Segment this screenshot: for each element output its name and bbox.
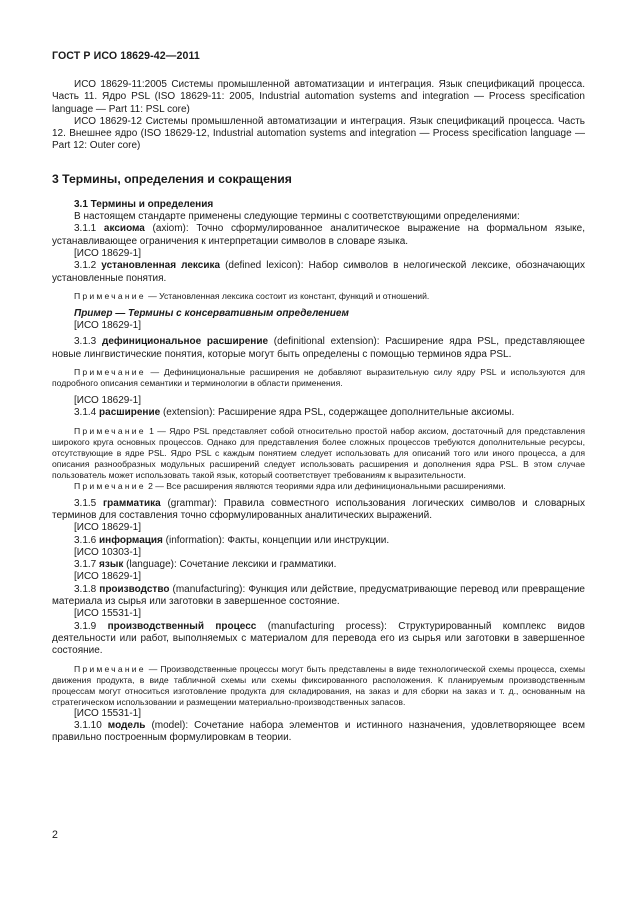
term-number: 3.1.1: [74, 223, 104, 235]
term-name: расширение: [99, 407, 161, 419]
term-definitional-extension: [52, 336, 585, 361]
page-number: 2: [52, 829, 58, 841]
term-source: [ИСО 18629-1]: [74, 395, 142, 407]
term-name: информация: [99, 534, 163, 546]
term-definition: (definitional extension): Расширение ядра PSL, представляющее новые лингвистические понятия, которые могут быть определены с помощью терминов ядра PSL.: [52, 336, 585, 360]
term-definition: (language): Сочетание лексики и грамматики.: [123, 559, 337, 571]
term-number: 3.1.9: [74, 620, 108, 632]
term-manufacturing: [52, 584, 585, 609]
term-name: грамматика: [103, 497, 161, 509]
term-source: [ИСО 18629-1]: [74, 320, 142, 332]
term-source: [ИСО 10303-1]: [74, 546, 142, 558]
term-source: [ИСО 18629-1]: [74, 522, 142, 534]
note-text: 1 — Ядро PSL представляет собой относительно простой набор аксиом, достаточный для представления широкого круга основных процессов. Однако для представления более сложных процессов требуются дополнительные ресурсы, отсутствующие в ядре PSL. Ядро PSL с каждым понятием следует использовать для описаний того или иного процесса, а для описания разнообразных модульных расширений следует использовать расширения и дополнения ядра PSL. В этом случае пользователь может использовать такой язык, который соответствует требованиям к выразительности.: [52, 425, 585, 480]
term-name: аксиома: [103, 223, 145, 235]
term-source: [ИСО 18629-1]: [74, 571, 142, 583]
note-text: — Производственные процессы могут быть представлены в виде технологической схемы процесса, схемы движения продукта, в виде табличной схемы или схемы фиксированного расположения. К планируемым производственным процессам могут относиться изготовление продукта для складирования, на заказ и для сборки на заказ и т. д., основанным на стратегическом использовании и размещении материально-производственных запасов.: [52, 663, 585, 707]
term-manufacturing-process: [52, 621, 585, 658]
note-text: — Дефинициональные расширения не добавляют выразительную силу ядру PSL и используются для подробного описания семантики и терминологии в области применения.: [52, 367, 585, 389]
term-number: 3.1.4: [74, 407, 100, 419]
term-name: язык: [99, 559, 124, 571]
term-name: модель: [107, 719, 146, 731]
example-heading: Пример — Термины с консервативным определением: [74, 307, 349, 319]
note-label: Примечание: [74, 663, 146, 674]
section-3-heading: 3 Термины, определения и сокращения: [52, 171, 292, 186]
note: [52, 664, 585, 708]
term-source: [ИСО 18629-1]: [74, 247, 142, 259]
term-definition: (axiom): Точно сформулированное аналитическое выражение на формальном языке, устанавливающее ограничения к интерпретации символов в словаре языка.: [52, 223, 585, 247]
term-name: производственный процесс: [107, 620, 257, 632]
term-source: [ИСО 15531-1]: [74, 608, 142, 620]
note-label: Примечание: [74, 480, 146, 491]
document-body: [52, 79, 585, 744]
term-language: [52, 559, 585, 571]
term-model: [52, 720, 585, 745]
note: [52, 367, 585, 389]
note-label: Примечание: [74, 290, 146, 301]
term-name: производство: [99, 583, 170, 595]
term-number: 3.1.2: [74, 260, 102, 272]
term-number: 3.1.6: [74, 534, 100, 546]
term-definition: (information): Факты, концепции или инструкции.: [162, 534, 390, 546]
term-definition: (defined lexicon): Набор символов в нелогической лексике, обозначающих установленные понятия.: [52, 260, 585, 284]
term-name: дефинициональное расширение: [101, 336, 269, 348]
note: [52, 291, 585, 302]
term-number: 3.1.7: [74, 559, 100, 571]
note-text: — Установленная лексика состоит из констант, функций и отношений.: [145, 290, 430, 301]
term-extension: [52, 407, 585, 419]
term-definition: (extension): Расширение ядра PSL, содержащее дополнительные аксиомы.: [160, 407, 515, 419]
term-number: 3.1.10: [74, 719, 108, 731]
term-axiom: [52, 223, 585, 248]
note-label: Примечание: [74, 367, 146, 378]
term-definition: (manufacturing process): Структурированный комплекс видов деятельности или работ, выполняемых с материалом для перевода его из сырья или заготовки в завершенное состояние.: [52, 620, 585, 657]
term-name: установленная лексика: [101, 260, 221, 272]
term-number: 3.1.8: [74, 583, 100, 595]
section-intro: В настоящем стандарте применены следующие термины с соответствующими определениями:: [74, 211, 520, 223]
term-information: [52, 535, 585, 547]
document-header: ГОСТ Р ИСО 18629-42—2011: [52, 50, 200, 62]
term-definition: (model): Сочетание набора элементов и истинного назначения, удовлетворяющее всем правильно построенным формулировкам в теории.: [52, 719, 585, 744]
term-defined-lexicon: [52, 260, 585, 285]
term-source: [ИСО 15531-1]: [74, 707, 142, 719]
note-2: [52, 481, 585, 492]
note-1: [52, 426, 585, 481]
term-number: 3.1.3: [74, 336, 102, 348]
term-number: 3.1.5: [74, 497, 104, 509]
term-definition: (grammar): Правила совместного использования логических символов и словарных терминов для составления точно сформулированных аналитических выражений.: [52, 497, 585, 521]
term-definition: (manufacturing): Функция или действие, предусматривающие перевод или превращение материала из сырья или заготовки в завершенное состояние.: [52, 583, 585, 608]
note-label: Примечание: [74, 425, 146, 436]
term-grammar: [52, 498, 585, 523]
reference-iso-18629-12: ИСО 18629-12 Системы промышленной автоматизации и интеграция. Язык спецификаций процесса. Часть 12. Внешнее ядро (ISO 18629-12, Industrial automation systems and integration — Process specification language — Part 12: Outer core): [52, 115, 585, 152]
reference-iso-18629-11: ИСО 18629-11:2005 Системы промышленной автоматизации и интеграция. Язык спецификаций процесса. Часть 11. Ядро PSL (ISO 18629-11: 2005, Industrial automation systems and integration — Process specification language — Part 11: PSL core): [52, 79, 585, 115]
subsection-3-1-heading: 3.1 Термины и определения: [74, 198, 214, 210]
note-text: 2 — Все расширения являются теориями ядра или дефинициональными расширениями.: [145, 480, 506, 491]
